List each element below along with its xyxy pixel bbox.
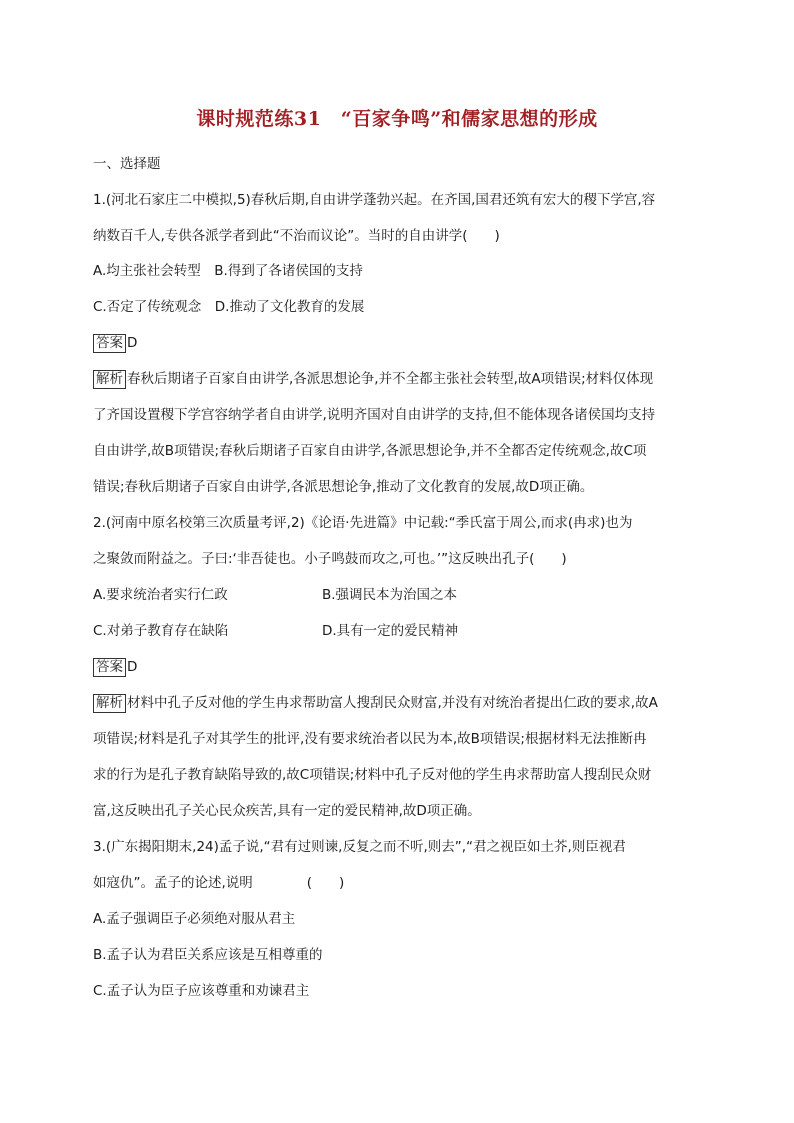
q2-option-c: C.对弟子教育存在缺陷 bbox=[93, 623, 229, 639]
q2-answer bbox=[93, 658, 137, 677]
q1-answer bbox=[93, 334, 137, 353]
q1-analysis-line4: 错误;春秋后期诸子百家自由讲学,各派思想论争,推动了文化教育的发展,故D项正确。 bbox=[93, 479, 594, 495]
q1-options-line2: C.否定了传统观念 D.推动了文化教育的发展 bbox=[93, 299, 365, 315]
answer-label: 答案 bbox=[93, 334, 126, 353]
q2-option-a: A.要求统治者实行仁政 bbox=[93, 587, 228, 603]
q2-option-b: B.强调民本为治国之本 bbox=[322, 587, 458, 603]
q2-stem-line1: 2.(河南中原名校第三次质量考评,2)《论语·先进篇》中记载:“季氏富于周公,而求(冉求)也为 bbox=[93, 515, 633, 531]
q3-option-a: A.孟子强调臣子必须绝对服从君主 bbox=[93, 911, 296, 927]
q2-answer-value: D bbox=[127, 659, 138, 675]
q1-analysis-line1 bbox=[93, 370, 653, 389]
q3-option-c: C.孟子认为臣子应该尊重和劝谏君主 bbox=[93, 983, 310, 999]
q3-stem-line1: 3.(广东揭阳期末,24)孟子说,“君有过则谏,反复之而不听,则去”,“君之视臣如土芥,则臣视君 bbox=[93, 839, 626, 855]
q1-options-line1: A.均主张社会转型 B.得到了各诸侯国的支持 bbox=[93, 263, 363, 279]
q1-analysis-text1: 春秋后期诸子百家自由讲学,各派思想论争,并不全都主张社会转型,故A项错误;材料仅体现 bbox=[127, 371, 654, 387]
q2-analysis-line2: 项错误;材料是孔子对其学生的批评,没有要求统治者以民为本,故B项错误;根据材料无法推断冉 bbox=[93, 731, 647, 747]
q2-analysis-line1 bbox=[93, 694, 658, 713]
q3-option-b: B.孟子认为君臣关系应该是互相尊重的 bbox=[93, 947, 323, 963]
q2-option-d: D.具有一定的爱民精神 bbox=[322, 623, 459, 639]
q2-analysis-line4: 富,这反映出孔子关心民众疾苦,具有一定的爱民精神,故D项正确。 bbox=[93, 803, 481, 819]
q1-analysis-line2: 了齐国设置稷下学宫容纳学者自由讲学,说明齐国对自由讲学的支持,但不能体现各诸侯国均支持 bbox=[93, 407, 656, 423]
section-heading: 一、选择题 bbox=[93, 156, 161, 172]
analysis-label: 解析 bbox=[93, 694, 126, 713]
q2-analysis-line3: 求的行为是孔子教育缺陷导致的,故C项错误;材料中孔子反对他的学生冉求帮助富人搜刮民众财 bbox=[93, 767, 652, 783]
q1-stem-line1: 1.(河北石家庄二中模拟,5)春秋后期,自由讲学蓬勃兴起。在齐国,国君还筑有宏大的稷下学宫,容 bbox=[93, 192, 656, 208]
page-title: 课时规范练31 “百家争鸣”和儒家思想的形成 bbox=[196, 108, 598, 130]
answer-label: 答案 bbox=[93, 658, 126, 677]
q2-stem-line2: 之聚敛而附益之。子曰:‘非吾徒也。小子鸣鼓而攻之,可也。’”这反映出孔子( ) bbox=[93, 551, 567, 567]
q1-answer-value: D bbox=[127, 335, 138, 351]
q3-stem-line2: 如寇仇”。孟子的论述,说明 ( ) bbox=[93, 875, 345, 891]
q2-analysis-text1: 材料中孔子反对他的学生冉求帮助富人搜刮民众财富,并没有对统治者提出仁政的要求,故A bbox=[127, 695, 658, 711]
analysis-label: 解析 bbox=[93, 370, 126, 389]
q1-analysis-line3: 自由讲学,故B项错误;春秋后期诸子百家自由讲学,各派思想论争,并不全都否定传统观念,故C项 bbox=[93, 443, 647, 459]
q1-stem-line2: 纳数百千人,专供各派学者到此“不治而议论”。当时的自由讲学( ) bbox=[93, 228, 500, 244]
